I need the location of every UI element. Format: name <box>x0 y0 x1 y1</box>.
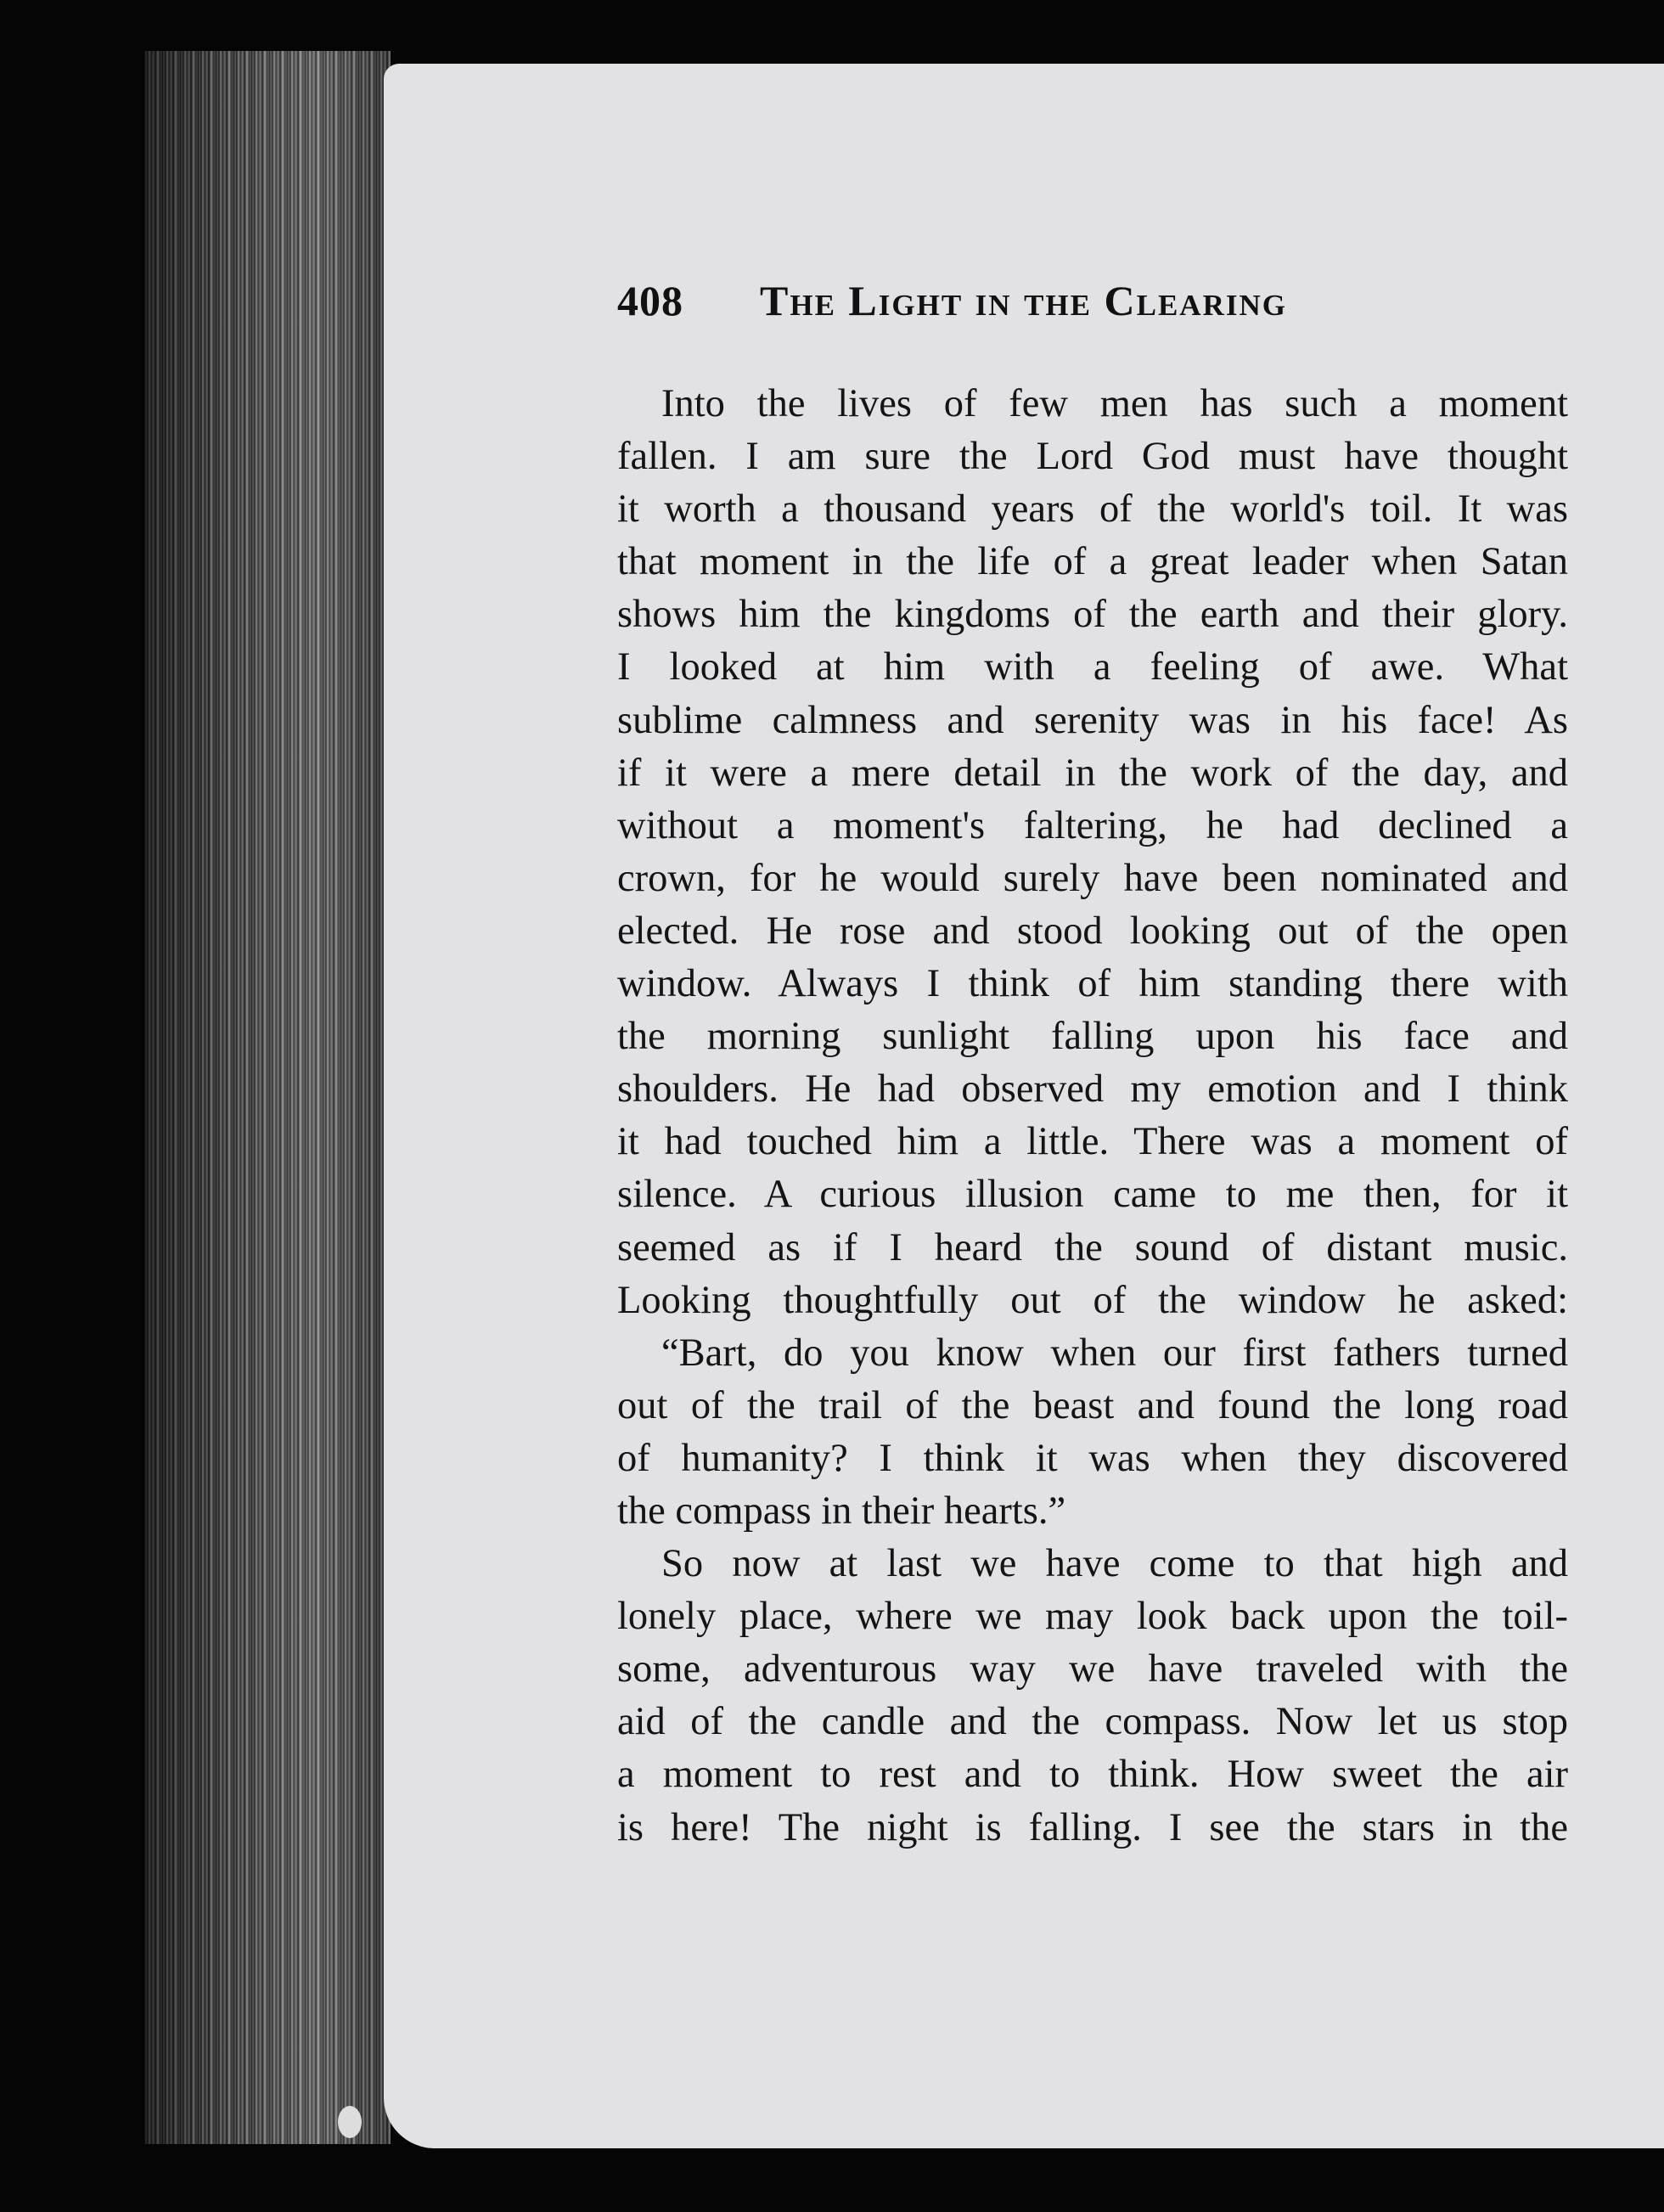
paragraph-3 <box>617 1538 1568 1855</box>
text-line: sublime calmness and serenity was in his face! As <box>617 698 1568 742</box>
paragraph-2 <box>617 1327 1568 1538</box>
text-line: some, adventurous way we have traveled with the <box>617 1647 1568 1691</box>
text-line: the compass in their hearts.” <box>617 1489 1066 1533</box>
running-header <box>617 276 1466 344</box>
text-line: it worth a thousand years of the world's toil. It was <box>617 487 1568 532</box>
running-title: The Light in the Clearing <box>760 277 1287 324</box>
text-line: lonely place, where we may look back upon the toil- <box>617 1595 1568 1639</box>
text-line: it had touched him a little. There was a moment of <box>617 1120 1568 1164</box>
text-line: aid of the candle and the compass. Now let us stop <box>617 1700 1568 1744</box>
text-line: the morning sunlight falling upon his face and <box>617 1015 1568 1059</box>
text-line: out of the trail of the beast and found the long road <box>617 1383 1568 1427</box>
text-line: elected. He rose and stood looking out of the open <box>617 909 1568 953</box>
text-line: Looking thoughtfully out of the window he asked: <box>617 1278 1568 1322</box>
text-line: So now at last we have come to that high and <box>661 1542 1568 1586</box>
text-line: without a moment's faltering, he had declined a <box>617 803 1568 847</box>
body-text <box>617 378 1568 1855</box>
text-line: shoulders. He had observed my emotion and I think <box>617 1067 1568 1112</box>
text-line: if it were a mere detail in the work of the day, and <box>617 751 1568 795</box>
text-line: is here! The night is falling. I see the stars in the <box>617 1805 1568 1849</box>
text-line: Into the lives of few men has such a moment <box>661 382 1568 425</box>
page-number: 408 <box>617 277 683 324</box>
text-line: that moment in the life of a great leader when Satan <box>617 540 1568 584</box>
text-line: silence. A curious illusion came to me then, for it <box>617 1173 1568 1217</box>
text-line: seemed as if I heard the sound of distant music. <box>617 1225 1568 1269</box>
text-line: fallen. I am sure the Lord God must have thought <box>617 435 1568 479</box>
page-damage-mark <box>338 2106 362 2138</box>
book-page-edges <box>144 51 391 2144</box>
text-line: window. Always I think of him standing there with <box>617 962 1568 1006</box>
text-line: of humanity? I think it was when they discovered <box>617 1436 1568 1480</box>
text-line: a moment to rest and to think. How sweet the air <box>617 1753 1568 1797</box>
paragraph-1 <box>617 378 1568 1327</box>
text-line: shows him the kingdoms of the earth and their glory. <box>617 593 1568 637</box>
text-line: “Bart, do you know when our first fathers turned <box>661 1331 1568 1375</box>
text-line: I looked at him with a feeling of awe. What <box>617 645 1568 689</box>
text-line: crown, for he would surely have been nominated and <box>617 856 1568 900</box>
